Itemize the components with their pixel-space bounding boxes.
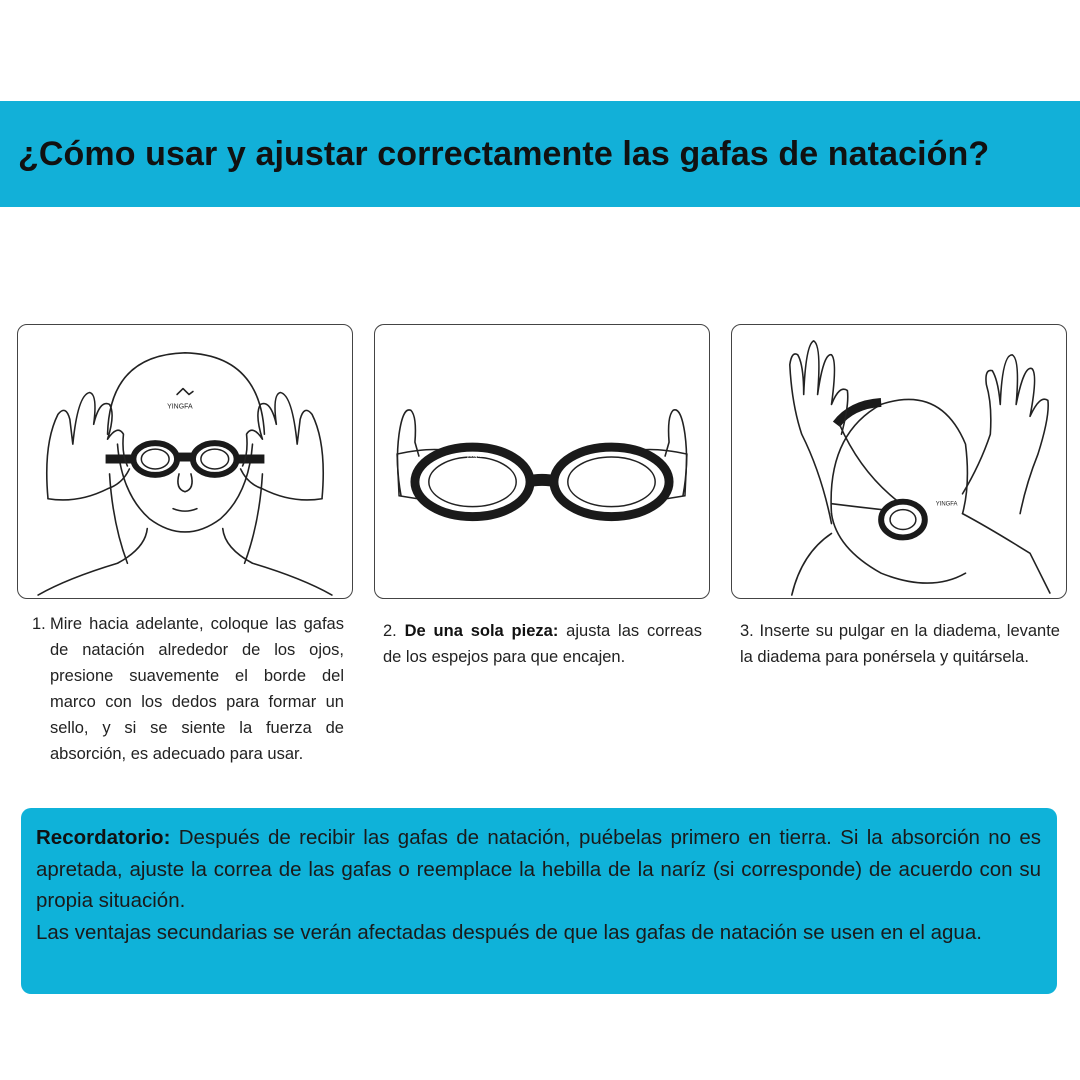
reminder-paragraph — [36, 822, 1041, 917]
step-3-number: 3. — [740, 622, 754, 640]
panel-step-3 — [731, 324, 1067, 599]
reminder-label: Recordatorio: — [36, 826, 171, 849]
step-2-text — [383, 618, 702, 670]
person-putting-on-goggles-icon — [18, 325, 352, 598]
step-3-body: Inserte su pulgar en la diadema, levante la diadema para ponérsela y quitársela. — [740, 622, 1060, 666]
goggles-logo-text: yingfa — [466, 453, 483, 460]
panel-step-2 — [374, 324, 710, 599]
reminder-paragraph-2: Las ventajas secundarias se verán afectadas después de que las gafas de natación se usen en el agua. — [36, 920, 982, 944]
cap-logo-text-3: YINGFA — [935, 501, 958, 508]
person-lifting-headband-icon — [732, 325, 1066, 598]
step-1-body: Mire hacia adelante, coloque las gafas de natación alrededor de los ojos, presione suavemente el borde del marco con los dedos para formar un sello, y si se siente la fuerza de absorción, es adecuado para usar. — [50, 615, 344, 763]
step-2-number: 2. — [383, 622, 397, 640]
cap-logo-text: YINGFA — [167, 403, 193, 411]
title-banner — [0, 101, 1080, 207]
reminder-box — [21, 808, 1057, 994]
reminder-text: Después de recibir las gafas de natación, puébelas primero en tierra. Si la absorción no es apretada, ajuste la correa de las gafas o reemplace la hebilla de la naríz (si corresponde) de acuerdo con su propia situación. — [36, 826, 1041, 912]
panel-step-1 — [17, 324, 353, 599]
step-1-text — [32, 611, 344, 767]
step-1-number: 1. — [32, 615, 46, 633]
page-title: ¿Cómo usar y ajustar correctamente las gafas de natación? — [18, 134, 990, 173]
step-2-bold: De una sola pieza: — [404, 622, 559, 640]
goggles-front-view-icon — [375, 325, 709, 598]
step-3-text — [740, 618, 1060, 670]
step-2-body: ajusta las correas de los espejos para que encajen. — [383, 622, 702, 666]
